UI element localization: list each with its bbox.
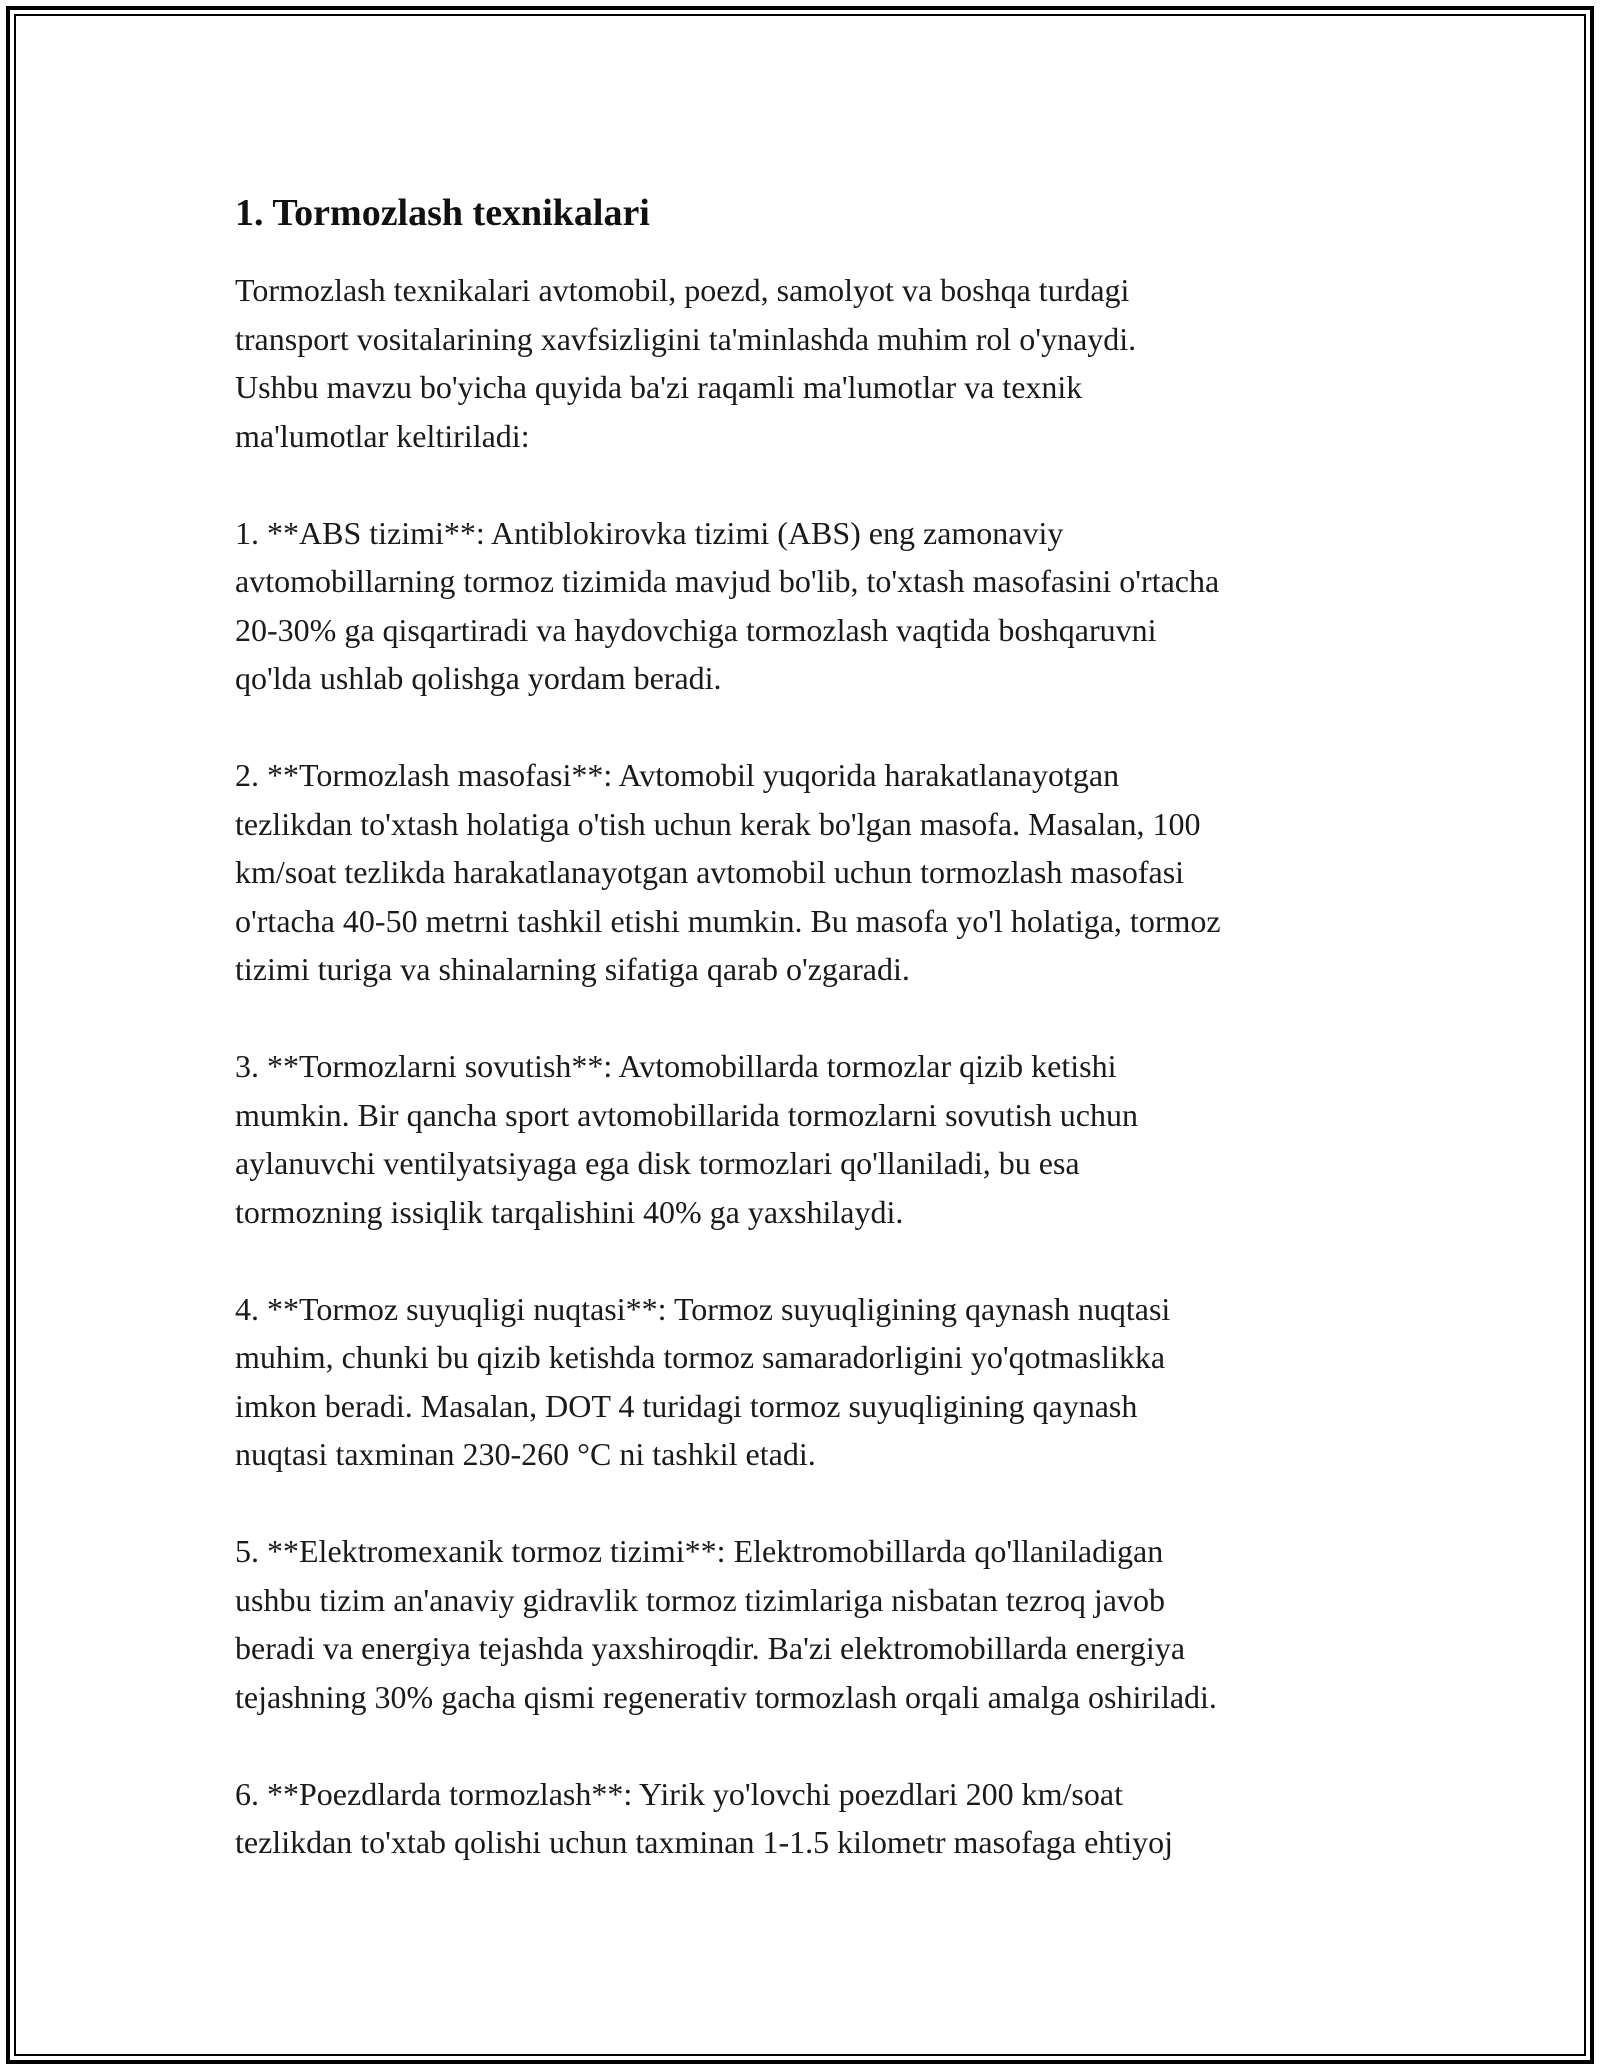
list-item-brake-cooling: 3. **Tormozlarni sovutish**: Avtomobillarda tormozlar qizib ketishi mumkin. Bir qancha sport avtomobillarida tormozlarni sovutish uchun aylanuvchi ventilyatsiyaga ega disk tormozlari qo'llaniladi, bu esa tormozning issiqlik tarqalishini 40% ga yaxshilaydi. [235,1048,1138,1230]
list-item-braking-distance: 2. **Tormozlash masofasi**: Avtomobil yuqorida harakatlanayotgan tezlikdan to'xtash holatiga o'tish uchun kerak bo'lgan masofa. Masalan, 100 km/soat tezlikda harakatlanayotgan avtomobil uchun tormozlash masofasi o'rtacha 40-50 metrni tashkil etishi mumkin. Bu masofa yo'l holatiga, tormoz tizimi turiga va shinalarning sifatiga qarab o'zgaradi. [235,757,1221,987]
list-item-electromechanical: 5. **Elektromexanik tormoz tizimi**: Elektromobillarda qo'llaniladigan ushbu tizim an'anaviy gidravlik tormoz tizimlariga nisbatan tezroq javob beradi va energiya tejashda yaxshiroqdir. Ba'zi elektromobillarda energiya tejashning 30% gacha qismi regenerativ tormozlash orqali amalga oshiriladi. [235,1533,1217,1715]
document-body [235,186,1375,1867]
document-title: 1. Tormozlash texnikalari [235,192,650,234]
intro-paragraph: Tormozlash texnikalari avtomobil, poezd, samolyot va boshqa turdagi transport vositalarining xavfsizligini ta'minlashda muhim rol o'ynaydi. Ushbu mavzu bo'yicha quyida ba'zi raqamli ma'lumotlar va texnik ma'lumotlar keltiriladi: [235,272,1137,454]
list-item-abs: 1. **ABS tizimi**: Antiblokirovka tizimi (ABS) eng zamonaviy avtomobillarning tormoz tizimida mavjud bo'lib, to'xtash masofasini o'rtacha 20-30% ga qisqartiradi va haydovchiga tormozlash vaqtida boshqaruvni qo'lda ushlab qolishga yordam beradi. [235,514,1220,696]
list-item-train-braking: 6. **Poezdlarda tormozlash**: Yirik yo'lovchi poezdlari 200 km/soat tezlikdan to'xtab qolishi uchun taxminan 1-1.5 kilometr masofaga ehtiyoj [235,1775,1173,1860]
list-item-brake-fluid: 4. **Tormoz suyuqligi nuqtasi**: Tormoz suyuqligining qaynash nuqtasi muhim, chunki bu qizib ketishda tormoz samaradorligini yo'qotmaslikka imkon beradi. Masalan, DOT 4 turidagi tormoz suyuqligining qaynash nuqtasi taxminan 230-260 °C ni tashkil etadi. [235,1290,1171,1472]
